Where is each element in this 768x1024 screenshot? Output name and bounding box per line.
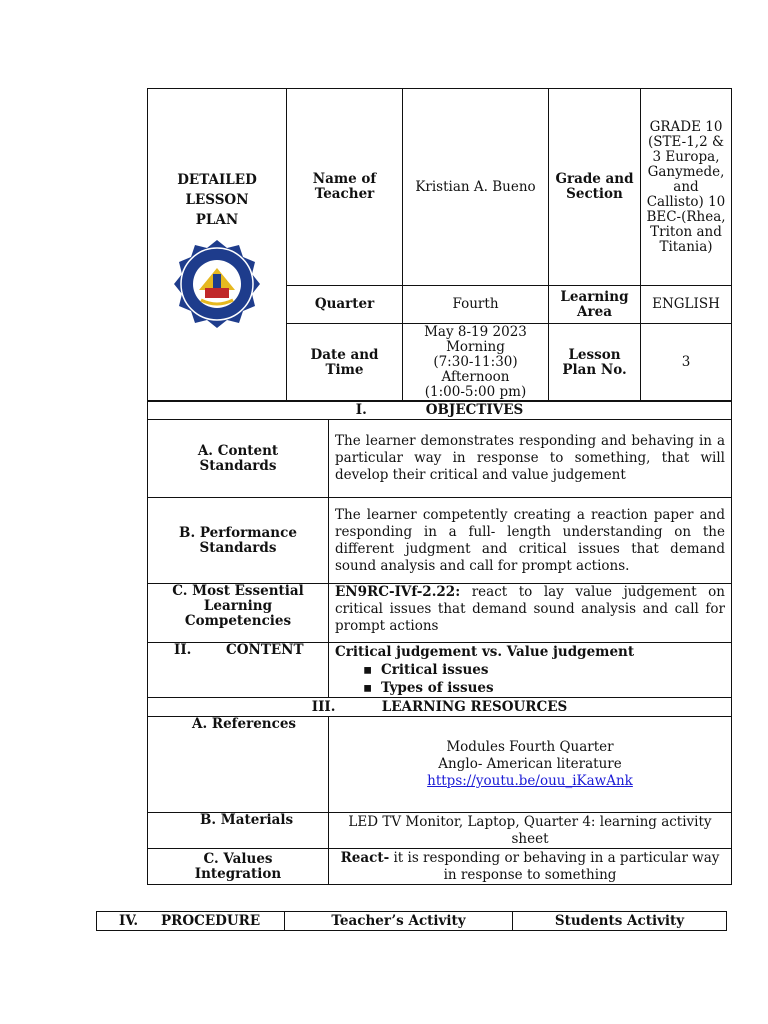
teacher-value: Kristian A. Bueno (403, 89, 549, 286)
lesson-body-table (147, 400, 732, 885)
values-term: React- (340, 849, 390, 866)
quarter-value: Fourth (403, 286, 549, 324)
list-item: ▪ Critical issues (381, 661, 725, 679)
grade-value: GRADE 10 (STE-1,2 & 3 Europa, Ganymede, and Callisto) 10 BEC-(Rhea, Triton and Titania) (641, 89, 732, 286)
materials-text: LED TV Monitor, Laptop, Quarter 4: learning activity sheet (329, 813, 732, 849)
performance-standards-label: B. Performance Standards (148, 498, 329, 584)
teacher-activity-header: Teacher’s Activity (285, 912, 513, 931)
values-text: React- it is responding or behaving in a particular way in response to something (329, 849, 732, 885)
date-label: Date and Time (287, 324, 403, 402)
content-title: Critical judgement vs. Value judgement (335, 644, 635, 660)
content-standards-label: A. Content Standards (148, 420, 329, 498)
doc-title-cell (148, 89, 287, 402)
content-label: II. CONTENT (148, 643, 329, 698)
resources-heading: III. LEARNING RESOURCES (148, 698, 732, 717)
procedure-label: IV. PROCEDURE (97, 912, 285, 931)
area-label: Learning Area (549, 286, 641, 324)
references-text: Modules Fourth Quarter Anglo- American literature https://youtu.be/ouu_iKawAnk (329, 717, 732, 813)
melc-label: C. Most Essential Learning Competencies (148, 584, 329, 643)
procedure-table (96, 911, 727, 931)
lesson-value: 3 (641, 324, 732, 402)
students-activity-header: Students Activity (513, 912, 727, 931)
grade-label: Grade and Section (549, 89, 641, 286)
teacher-label: Name of Teacher (287, 89, 403, 286)
melc-code: EN9RC-IVf-2.22: (335, 584, 461, 600)
school-logo (171, 238, 263, 330)
performance-standards-text: The learner competently creating a reaction paper and responding in a full- length understanding on the different judgment and critical issues that demand sound analysis and call for prompt actions. (329, 498, 732, 584)
objectives-heading: I. OBJECTIVES (148, 401, 732, 420)
doc-title: DETAILED LESSON PLAN (177, 172, 257, 228)
date-value: May 8-19 2023 Morning (7:30-11:30) Afternoon (1:00-5:00 pm) (403, 324, 549, 402)
melc-text: EN9RC-IVf-2.22: react to lay value judgement on critical issues that demand sound analysis and call for prompt actions (329, 584, 732, 643)
quarter-label: Quarter (287, 286, 403, 324)
values-label: C. Values Integration (148, 849, 329, 885)
content-bullets (335, 661, 725, 697)
content-topics (329, 643, 732, 698)
area-value: ENGLISH (641, 286, 732, 324)
references-label: A. References (148, 717, 329, 813)
list-item: ▪ Types of issues (381, 679, 725, 697)
lesson-label: Lesson Plan No. (549, 324, 641, 402)
materials-label: B. Materials (148, 813, 329, 849)
reference-link[interactable]: https://youtu.be/ouu_iKawAnk (427, 773, 633, 789)
content-standards-text: The learner demonstrates responding and behaving in a particular way in response to something, that will develop their critical and value judgement (329, 420, 732, 498)
header-table (147, 88, 732, 402)
